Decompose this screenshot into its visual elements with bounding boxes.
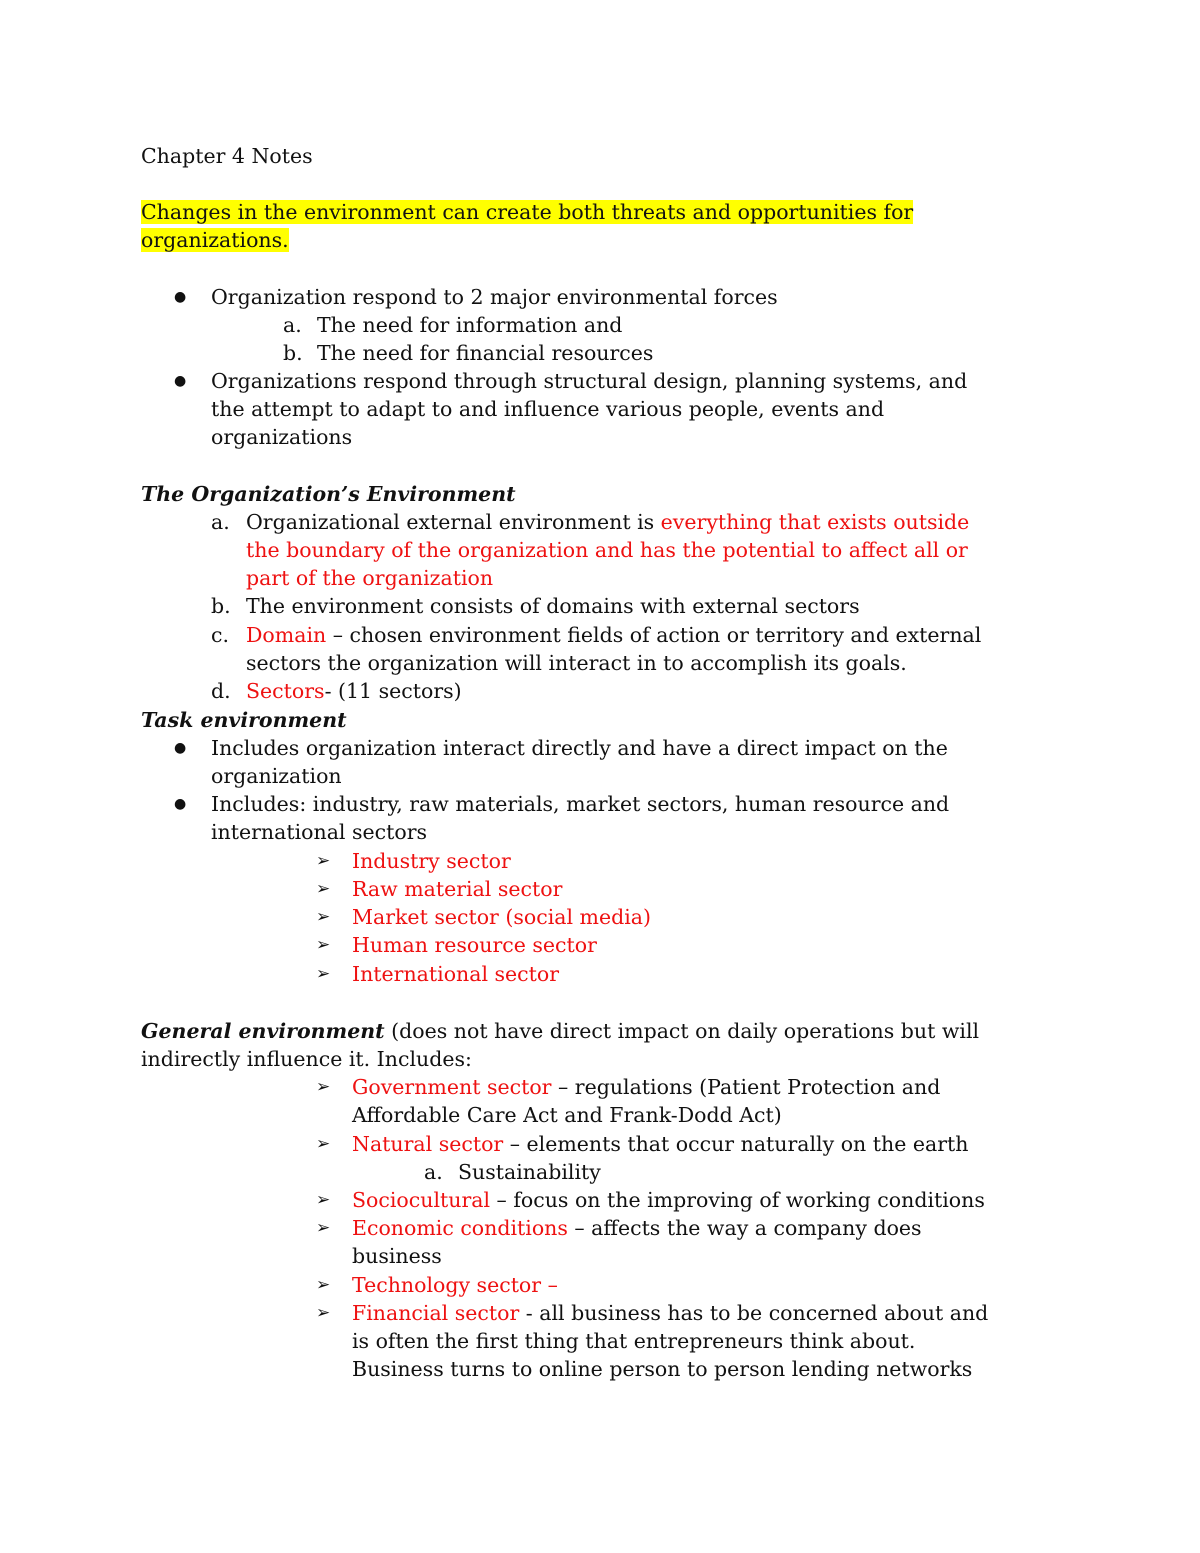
domain-term: Domain	[246, 623, 327, 647]
heading-general-environment: General environment	[141, 1019, 385, 1043]
org-env-item-a-red: everything that exists outside	[660, 510, 970, 534]
bullet-icon: ●	[174, 289, 187, 305]
list-marker: d.	[211, 679, 231, 703]
sociocultural-line-1	[352, 1186, 985, 1214]
task-bullet-2-line-2: international sectors	[211, 820, 428, 844]
org-env-item-a-line-3: part of the organization	[246, 566, 494, 590]
intro-highlight-1: Changes in the environment can create both threats and opportunities for	[141, 200, 914, 224]
domain-definition: – chosen environment fields of action or territory and external	[326, 623, 982, 647]
intro-line-2	[141, 226, 289, 254]
financial-sector-term: Financial sector	[352, 1301, 520, 1325]
general-env-intro-line-1	[141, 1017, 979, 1045]
org-env-item-c-line-2: sectors the organization will interact in to accomplish its goals.	[246, 651, 907, 675]
org-env-item-d	[246, 677, 462, 705]
org-env-item-a-line-2: the boundary of the organization and has the potential to affect all or	[246, 538, 968, 562]
task-sector-item: Industry sector	[352, 849, 511, 873]
org-env-item-c-line-1	[246, 621, 981, 649]
list-marker: a.	[424, 1160, 443, 1184]
economic-line-1	[352, 1214, 922, 1242]
arrow-bullet-icon: ➢	[316, 1275, 331, 1295]
sociocultural-desc: – focus on the improving of working conditions	[490, 1188, 985, 1212]
arrow-bullet-icon: ➢	[316, 1190, 331, 1210]
bullet-icon: ●	[174, 796, 187, 812]
org-env-item-a-text: Organizational external environment is	[246, 510, 661, 534]
arrow-bullet-icon: ➢	[316, 879, 331, 899]
org-env-item-a-line-1	[246, 508, 969, 536]
heading-org-environment: The Organization’s Environment	[141, 482, 516, 506]
task-bullet-1-line-1: Includes organization interact directly and have a direct impact on the	[211, 736, 948, 760]
sectors-count: - (11 sectors)	[324, 679, 462, 703]
arrow-bullet-icon: ➢	[316, 907, 331, 927]
page-title: Chapter 4 Notes	[141, 144, 313, 168]
financial-sector-desc: - all business has to be concerned about and	[519, 1301, 989, 1325]
government-sector-desc: – regulations (Patient Protection and	[551, 1075, 941, 1099]
sustainability-item: Sustainability	[458, 1160, 601, 1184]
government-sector-term: Government sector	[352, 1075, 552, 1099]
task-sector-item: Human resource sector	[352, 933, 597, 957]
arrow-bullet-icon: ➢	[316, 935, 331, 955]
technology-sector-term: Technology sector –	[352, 1273, 558, 1297]
natural-sector-term: Natural sector	[352, 1132, 504, 1156]
intro-line-1	[141, 198, 913, 226]
bullet-icon: ●	[174, 373, 187, 389]
org-env-item-b: The environment consists of domains with external sectors	[246, 594, 860, 618]
arrow-bullet-icon: ➢	[316, 1218, 331, 1238]
general-env-intro-text: (does not have direct impact on daily operations but will	[384, 1019, 980, 1043]
economic-term: Economic conditions	[352, 1216, 568, 1240]
natural-sector-desc: – elements that occur naturally on the earth	[503, 1132, 969, 1156]
list-marker: b.	[211, 594, 231, 618]
task-sector-item: Market sector (social media)	[352, 905, 652, 929]
list-marker: b.	[283, 341, 303, 365]
task-bullet-2-line-1: Includes: industry, raw materials, market sectors, human resource and	[211, 792, 950, 816]
bullet-respond-line-3: organizations	[211, 425, 353, 449]
arrow-bullet-icon: ➢	[316, 1134, 331, 1154]
bullet-respond-line-1: Organizations respond through structural design, planning systems, and	[211, 369, 968, 393]
list-marker: a.	[211, 510, 230, 534]
natural-sector-line-1	[352, 1130, 968, 1158]
heading-task-environment: Task environment	[141, 708, 347, 732]
task-sector-item: International sector	[352, 962, 560, 986]
list-marker: a.	[283, 313, 302, 337]
sociocultural-term: Sociocultural	[352, 1188, 491, 1212]
intro-highlight-2: organizations.	[141, 228, 289, 252]
bullet-icon: ●	[174, 740, 187, 756]
task-sector-item: Raw material sector	[352, 877, 563, 901]
economic-desc: – affects the way a company does	[567, 1216, 922, 1240]
bullet-respond-line-2: the attempt to adapt to and influence various people, events and	[211, 397, 885, 421]
financial-line-2: is often the first thing that entrepreneurs think about.	[352, 1329, 916, 1353]
force-information: The need for information and	[317, 313, 623, 337]
economic-line-2: business	[352, 1244, 442, 1268]
task-bullet-1-line-2: organization	[211, 764, 342, 788]
force-financial: The need for financial resources	[317, 341, 654, 365]
list-marker: c.	[211, 623, 229, 647]
financial-line-3: Business turns to online person to person lending networks	[352, 1357, 973, 1381]
arrow-bullet-icon: ➢	[316, 1077, 331, 1097]
bullet-major-forces: Organization respond to 2 major environmental forces	[211, 285, 778, 309]
government-sector-line-2: Affordable Care Act and Frank-Dodd Act)	[352, 1103, 782, 1127]
sectors-term: Sectors	[246, 679, 325, 703]
financial-line-1	[352, 1299, 988, 1327]
arrow-bullet-icon: ➢	[316, 964, 331, 984]
arrow-bullet-icon: ➢	[316, 1303, 331, 1323]
government-sector-line-1	[352, 1073, 940, 1101]
arrow-bullet-icon: ➢	[316, 851, 331, 871]
general-env-intro-line-2: indirectly influence it. Includes:	[141, 1047, 472, 1071]
